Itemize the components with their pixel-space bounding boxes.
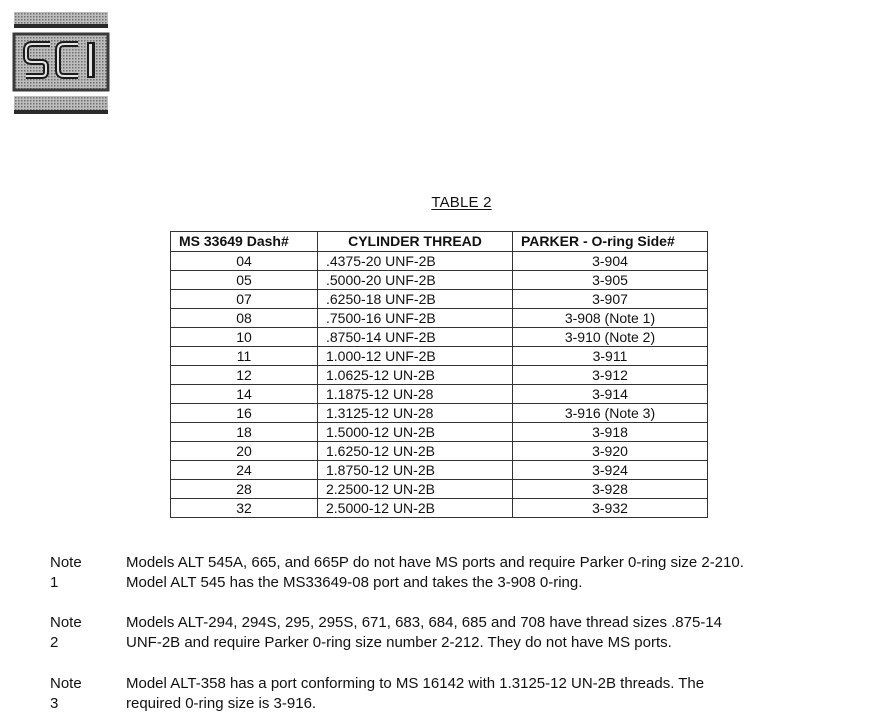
o-ring-table — [170, 231, 708, 518]
table-row — [171, 423, 708, 442]
cell-parker-oring: 3-916 (Note 3) — [513, 404, 708, 423]
table-row — [171, 480, 708, 499]
table-row — [171, 328, 708, 347]
sci-logo — [12, 10, 110, 118]
cell-cylinder-thread: .7500-16 UNF-2B — [318, 309, 513, 328]
table-row — [171, 499, 708, 518]
note-label: Note 3 — [50, 675, 82, 712]
cell-cylinder-thread: 2.2500-12 UN-2B — [318, 480, 513, 499]
cell-dash-number: 10 — [171, 328, 318, 347]
note-line: Models ALT 545A, 665, and 665P do not have MS ports and require Parker 0-ring size 2-210. — [126, 554, 744, 571]
table-title: TABLE 2 — [431, 194, 492, 211]
cell-cylinder-thread: .8750-14 UNF-2B — [318, 328, 513, 347]
cell-dash-number: 32 — [171, 499, 318, 518]
cell-parker-oring: 3-918 — [513, 423, 708, 442]
note-line: required 0-ring size is 3-916. — [126, 695, 317, 712]
cell-parker-oring: 3-920 — [513, 442, 708, 461]
note-line: Model ALT-358 has a port conforming to MS 16142 with 1.3125-12 UN-2B threads. The — [126, 675, 705, 692]
table-row — [171, 252, 708, 271]
cell-cylinder-thread: 1.3125-12 UN-28 — [318, 404, 513, 423]
table-row — [171, 347, 708, 366]
cell-dash-number: 12 — [171, 366, 318, 385]
svg-text:SCI: SCI — [12, 10, 14, 11]
cell-dash-number: 04 — [171, 252, 318, 271]
note-label: Note 2 — [50, 614, 82, 651]
cell-parker-oring: 3-928 — [513, 480, 708, 499]
column-header-dash: MS 33649 Dash# — [171, 232, 318, 252]
cell-dash-number: 20 — [171, 442, 318, 461]
cell-dash-number: 28 — [171, 480, 318, 499]
note-label: Note 1 — [50, 554, 82, 591]
cell-parker-oring: 3-910 (Note 2) — [513, 328, 708, 347]
column-header-parker: PARKER - O-ring Side# — [513, 232, 708, 252]
note-body — [126, 674, 846, 714]
cell-dash-number: 11 — [171, 347, 318, 366]
table-body — [171, 252, 708, 518]
note-line: Model ALT 545 has the MS33649-08 port and takes the 3-908 0-ring. — [126, 574, 583, 591]
cell-dash-number: 05 — [171, 271, 318, 290]
cell-cylinder-thread: 2.5000-12 UN-2B — [318, 499, 513, 518]
table-row — [171, 271, 708, 290]
note-body — [126, 613, 846, 653]
column-header-thread: CYLINDER THREAD — [318, 232, 513, 252]
cell-cylinder-thread: 1.6250-12 UN-2B — [318, 442, 513, 461]
cell-dash-number: 18 — [171, 423, 318, 442]
table-row — [171, 461, 708, 480]
table-header-row — [171, 232, 708, 252]
cell-parker-oring: 3-932 — [513, 499, 708, 518]
cell-cylinder-thread: .4375-20 UNF-2B — [318, 252, 513, 271]
cell-parker-oring: 3-908 (Note 1) — [513, 309, 708, 328]
cell-dash-number: 24 — [171, 461, 318, 480]
cell-parker-oring: 3-905 — [513, 271, 708, 290]
cell-parker-oring: 3-904 — [513, 252, 708, 271]
cell-dash-number: 16 — [171, 404, 318, 423]
table-row — [171, 290, 708, 309]
cell-dash-number: 14 — [171, 385, 318, 404]
cell-parker-oring: 3-914 — [513, 385, 708, 404]
note-body — [126, 553, 846, 593]
cell-cylinder-thread: .5000-20 UNF-2B — [318, 271, 513, 290]
table-row — [171, 404, 708, 423]
cell-parker-oring: 3-912 — [513, 366, 708, 385]
cell-cylinder-thread: 1.000-12 UNF-2B — [318, 347, 513, 366]
cell-cylinder-thread: 1.1875-12 UN-28 — [318, 385, 513, 404]
cell-parker-oring: 3-911 — [513, 347, 708, 366]
note-line: UNF-2B and require Parker 0-ring size number 2-212. They do not have MS ports. — [126, 634, 672, 651]
cell-cylinder-thread: 1.0625-12 UN-2B — [318, 366, 513, 385]
cell-parker-oring: 3-924 — [513, 461, 708, 480]
cell-parker-oring: 3-907 — [513, 290, 708, 309]
note-line: Models ALT-294, 294S, 295, 295S, 671, 683, 684, 685 and 708 have thread sizes .875-14 — [126, 614, 722, 631]
cell-cylinder-thread: 1.8750-12 UN-2B — [318, 461, 513, 480]
cell-cylinder-thread: .6250-18 UNF-2B — [318, 290, 513, 309]
table-row — [171, 366, 708, 385]
table-row — [171, 309, 708, 328]
table-row — [171, 442, 708, 461]
cell-dash-number: 07 — [171, 290, 318, 309]
cell-cylinder-thread: 1.5000-12 UN-2B — [318, 423, 513, 442]
table-row — [171, 385, 708, 404]
cell-dash-number: 08 — [171, 309, 318, 328]
